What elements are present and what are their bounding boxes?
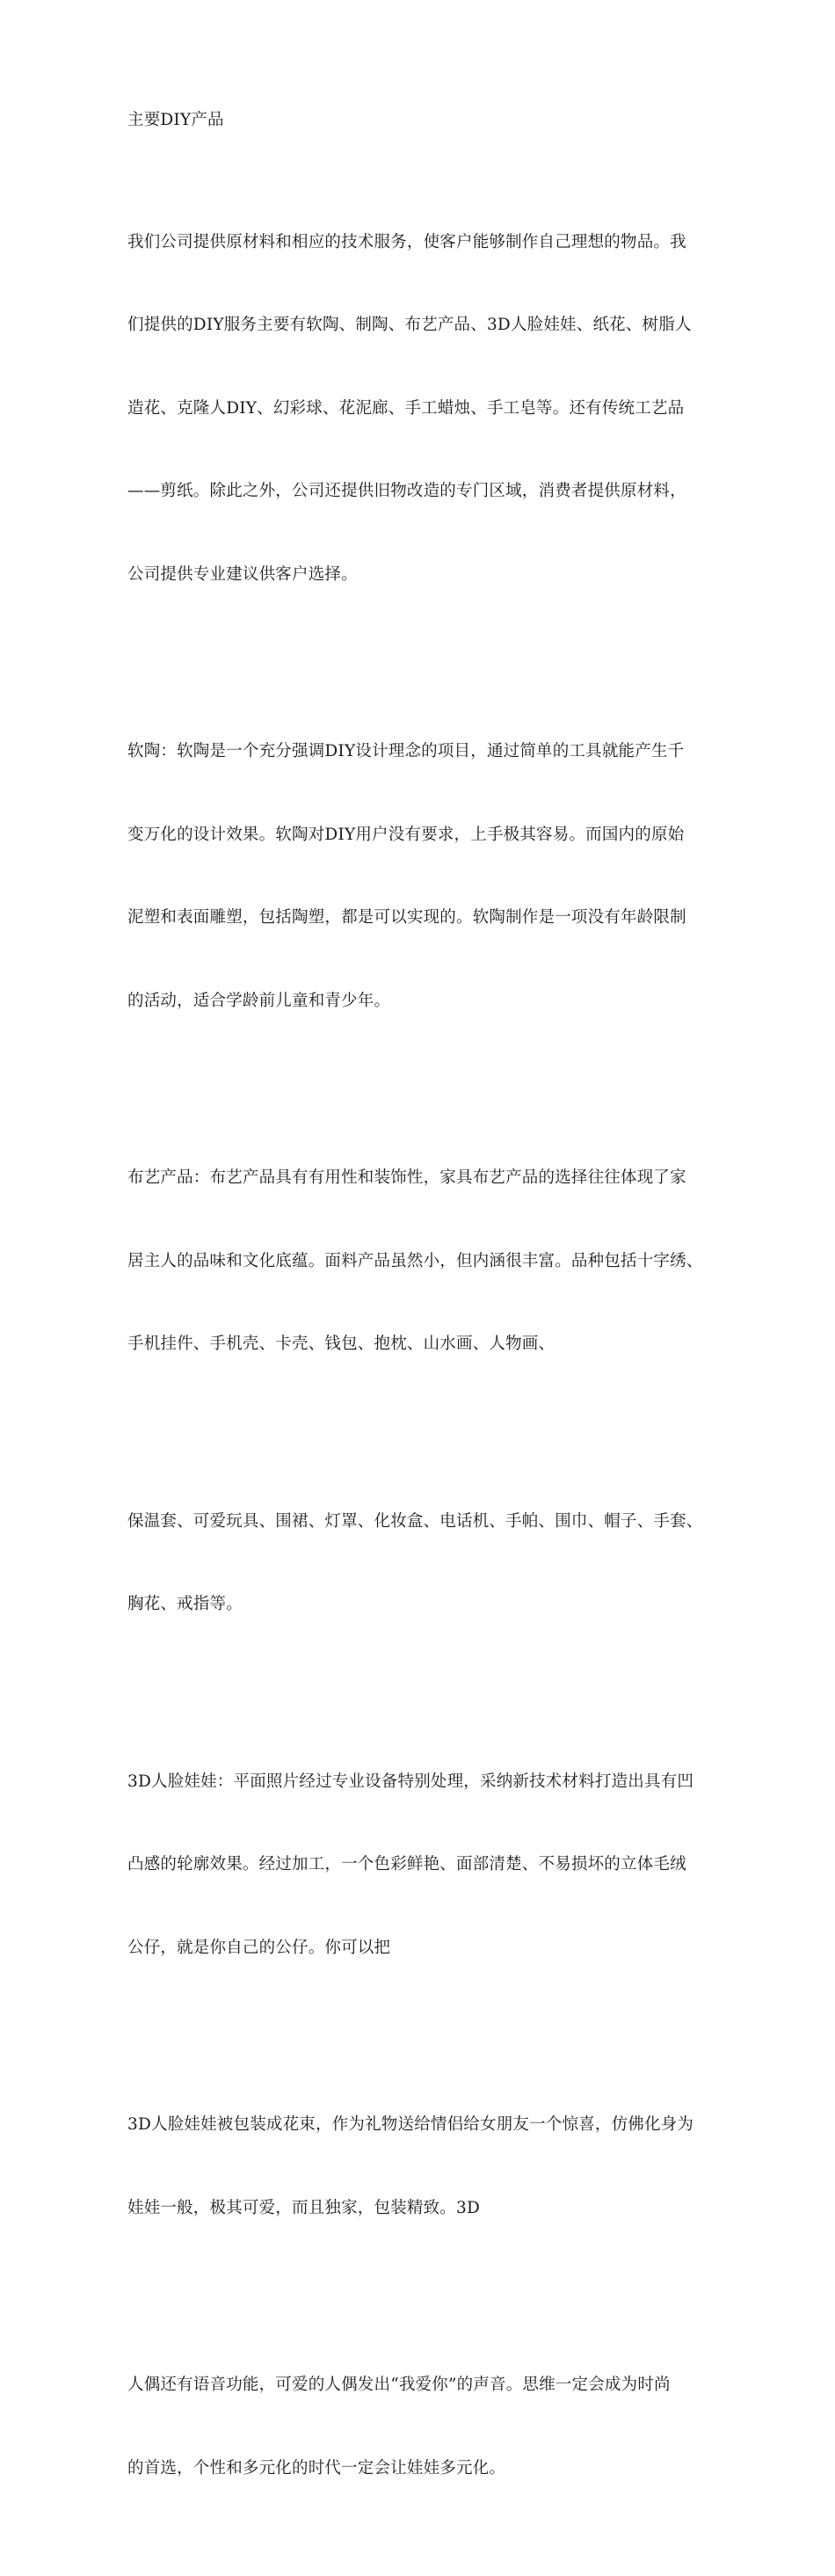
paragraph-line: 我们公司提供原材料和相应的技术服务，使客户能够制作自己理想的物品。我 bbox=[127, 232, 686, 251]
paragraph-line: 变万化的设计效果。软陶对DIY用户没有要求，上手极其容易。而国内的原始 bbox=[127, 825, 685, 844]
paragraph-line: 布艺产品：布艺产品具有有用性和装饰性，家具布艺产品的选择往往体现了家 bbox=[127, 1168, 686, 1187]
paragraph-line: 胸花、戒指等。 bbox=[127, 1595, 243, 1613]
paragraph-line: ——剪纸。除此之外，公司还提供旧物改造的专门区域，消费者提供原材料， bbox=[127, 482, 686, 500]
paragraph-line: 的首选，个性和多元化的时代一定会让娃娃多元化。 bbox=[127, 2458, 506, 2478]
paragraph-line: 娃娃一般，极其可爱，而且独家，包装精致。3D bbox=[127, 2198, 481, 2217]
paragraph-line: 凸感的轮廓效果。经过加工，一个色彩鲜艳、面部清楚、不易损坏的立体毛绒 bbox=[127, 1855, 686, 1874]
paragraph-line: 3D人脸娃娃被包装成花束，作为礼物送给情侣给女朋友一个惊喜，仿佛化身为 bbox=[127, 2115, 694, 2134]
paragraph-3d-doll-bouquet bbox=[127, 2056, 725, 2277]
paragraph-doll-voice bbox=[127, 2316, 725, 2537]
paragraph-line: 泥塑和表面雕塑，包括陶塑，都是可以实现的。软陶制作是一项没有年龄限制 bbox=[127, 908, 686, 927]
paragraph-line: 软陶：软陶是一个充分强调DIY设计理念的项目，通过简单的工具就能产生千 bbox=[127, 742, 685, 760]
paragraph-line: 公司提供专业建议供客户选择。 bbox=[127, 564, 358, 584]
paragraph-intro bbox=[127, 173, 725, 644]
paragraph-line: 的活动，适合学龄前儿童和青少年。 bbox=[127, 991, 391, 1010]
paragraph-line: 造花、克隆人DIY、幻彩球、花泥廊、手工蜡烛、手工皂等。还有传统工艺品 bbox=[127, 398, 685, 418]
paragraph-line: 公仔，就是你自己的公仔。你可以把 bbox=[127, 1938, 391, 1957]
paragraph-line: 保温套、可爱玩具、围裙、灯罩、化妆盒、电话机、手帕、围巾、帽子、手套、 bbox=[127, 1511, 703, 1531]
paragraph-line: 居主人的品味和文化底蕴。面料产品虽然小，但内涵很丰富。品种包括十字绣、 bbox=[127, 1251, 703, 1270]
paragraph-line: 手机挂件、手机壳、卡壳、钱包、抱枕、山水画、人物画、 bbox=[127, 1335, 555, 1353]
paragraph-line: 们提供的DIY服务主要有软陶、制陶、布艺产品、3D人脸娃娃、纸花、树脂人 bbox=[127, 316, 692, 334]
paragraph-3d-doll bbox=[127, 1713, 725, 2018]
paragraph-fabric-products bbox=[127, 1109, 725, 1414]
paragraph-fabric-items bbox=[127, 1452, 725, 1674]
paragraph-soft-clay bbox=[127, 682, 725, 1070]
paragraph-line: 3D人脸娃娃：平面照片经过专业设备特别处理，采纳新技术材料打造出具有凹 bbox=[127, 1772, 694, 1791]
paragraph-line: 人偶还有语音功能，可爱的人偶发出“我爱你”的声音。思维一定会成为时尚 bbox=[127, 2376, 671, 2394]
document-body bbox=[127, 106, 725, 2576]
document-title: 主要DIY产品 bbox=[127, 111, 224, 129]
